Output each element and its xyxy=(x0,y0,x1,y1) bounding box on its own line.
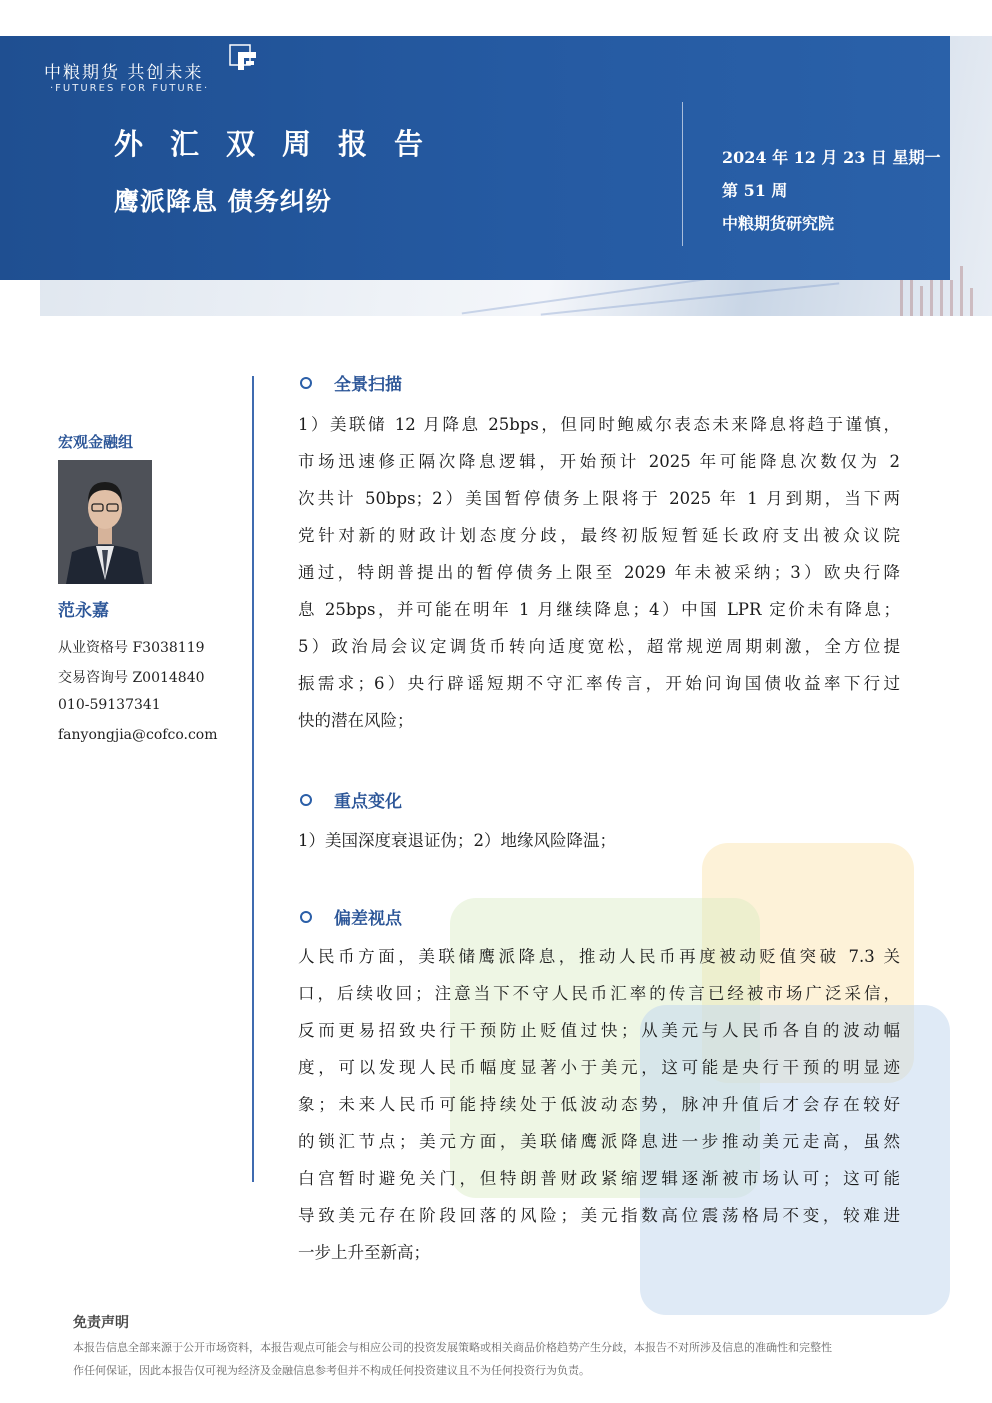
report-date: 2024 年 12 月 23 日 星期一 xyxy=(722,148,941,167)
text-line: 振需求；6）央行辟谣短期不守汇率传言，开始问询国债收益率下行过 xyxy=(298,674,900,693)
header-divider xyxy=(682,102,683,246)
sidebar-separator xyxy=(252,376,254,1182)
disclaimer-text-line: 本报告信息全部来源于公开市场资料，本报告观点可能会与相应公司的投资发展策略或相关商品价格趋势产生分歧，本报告不对所涉及信息的准确性和完整性 xyxy=(73,1341,832,1354)
analyst-license: 从业资格号 F3038119 xyxy=(58,640,205,656)
disclaimer-text-line: 作任何保证，因此本报告仅可视为经济及金融信息参考但并不构成任何投资建议且不为任何投资行为负责。 xyxy=(73,1364,590,1377)
section-title: 偏差视点 xyxy=(334,909,402,929)
report-title: 外汇双周报告 xyxy=(114,127,451,161)
text-line: 人民币方面，美联储鹰派降息，推动人民币再度被动贬值突破 7.3 关 xyxy=(298,947,900,966)
analyst-phone: 010-59137341 xyxy=(58,697,161,713)
section-header-key-changes xyxy=(300,787,402,812)
analyst-name: 范永嘉 xyxy=(58,601,109,621)
text-line: 快的潜在风险； xyxy=(298,711,414,730)
text-line: 象；未来人民币可能持续处于低波动态势，脉冲升值后才会存在较好 xyxy=(298,1095,900,1114)
section-body-overview xyxy=(298,406,900,739)
report-subtitle: 鹰派降息 债务纠纷 xyxy=(114,187,332,216)
section-title: 全景扫描 xyxy=(334,375,402,395)
company-logo-icon xyxy=(229,44,257,72)
text-line: 市场迅速修正隔次降息逻辑，开始预计 2025 年可能降息次数仅为 2 xyxy=(298,452,900,471)
disclaimer-title: 免责声明 xyxy=(73,1315,129,1331)
text-line: 次共计 50bps；2）美国暂停债务上限将于 2025 年 1 月到期，当下两 xyxy=(298,489,900,508)
research-institute: 中粮期货研究院 xyxy=(722,214,835,233)
section-body-key-changes xyxy=(298,822,900,859)
text-line: 一步上升至新高； xyxy=(298,1243,430,1262)
text-line: 白宫暂时避免关门，但特朗普财政紧缩逻辑逐渐被市场认可；这可能 xyxy=(298,1169,900,1188)
text-line: 导致美元存在阶段回落的风险；美元指数高位震荡格局不变，较难进 xyxy=(298,1206,900,1225)
text-line: 5）政治局会议定调货币转向适度宽松，超常规逆周期刺激，全方位提 xyxy=(298,637,900,656)
logo-text-en: ·FUTURES FOR FUTURE· xyxy=(50,83,210,94)
report-week: 第 51 周 xyxy=(722,181,788,200)
bullet-circle-icon xyxy=(300,794,312,806)
text-line: 党针对新的财政计划态度分歧，最终初版短暂延长政府支出被众议院 xyxy=(298,526,900,545)
text-line: 通过，特朗普提出的暂停债务上限至 2029 年未被采纳；3）欧央行降 xyxy=(298,563,900,582)
logo-text-cn: 中粮期货 共创未来 xyxy=(44,63,204,83)
section-title: 重点变化 xyxy=(334,792,402,812)
text-line: 1）美国深度衰退证伪；2）地缘风险降温； xyxy=(298,831,616,850)
text-line: 1）美联储 12 月降息 25bps，但同时鲍威尔表态未来降息将趋于谨慎， xyxy=(298,415,900,434)
analyst-photo xyxy=(58,460,152,584)
text-line: 度，可以发现人民币幅度显著小于美元，这可能是央行干预的明显迹 xyxy=(298,1058,900,1077)
section-header-overview xyxy=(300,370,402,395)
bullet-circle-icon xyxy=(300,377,312,389)
analyst-advisory-license: 交易咨询号 Z0014840 xyxy=(58,670,205,686)
bullet-circle-icon xyxy=(300,911,312,923)
text-line: 口，后续收回；注意当下不守人民币汇率的传言已经被市场广泛采信， xyxy=(298,984,900,1003)
section-header-deviation-view xyxy=(300,904,402,929)
text-line: 息 25bps，并可能在明年 1 月继续降息；4）中国 LPR 定价未有降息； xyxy=(298,600,900,619)
section-body-deviation-view xyxy=(298,938,900,1271)
analyst-group: 宏观金融组 xyxy=(58,433,134,451)
text-line: 的锁汇节点；美元方面，美联储鹰派降息进一步推动美元走高，虽然 xyxy=(298,1132,900,1151)
text-line: 反而更易招致央行干预防止贬值过快；从美元与人民币各自的波动幅 xyxy=(298,1021,900,1040)
analyst-email[interactable]: fanyongjia@cofco.com xyxy=(58,727,218,743)
